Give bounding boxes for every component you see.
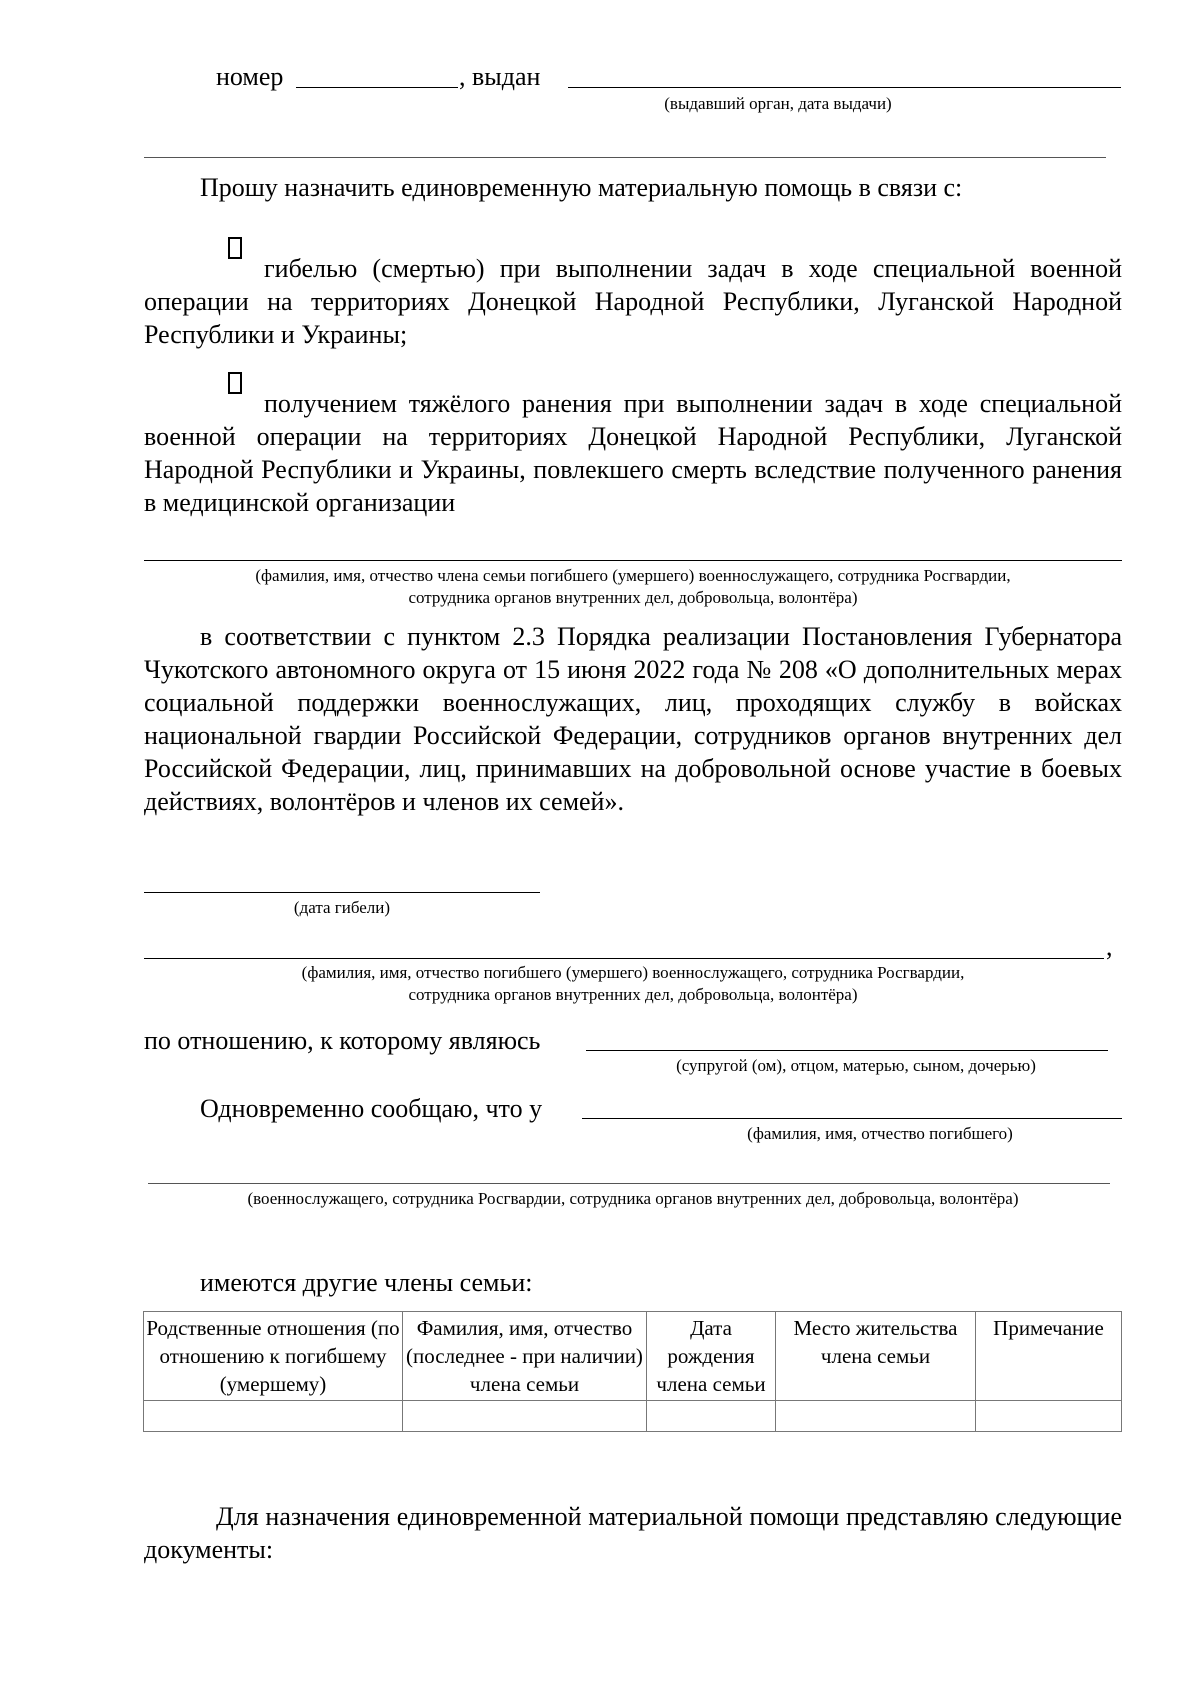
notice-caption: (фамилия, имя, отчество погибшего): [747, 1124, 1013, 1143]
legal-basis-paragraph: в соответствии с пунктом 2.3 Порядка реализации Постановления Губернатора Чукотского автономного округа от 15 июня 2022 года № 208 «О дополнительных мерах социальной поддержки военнослужащих, лиц, проходящих службу в войсках национальной гвардии Российской Федерации, сотрудников органов внутренних дел Российской Федерации, лиц, принимавших на добровольной основе участие в боевых действиях, волонтёров и членов их семей».: [144, 622, 1122, 816]
member-caption-line1: (фамилия, имя, отчество члена семьи погибшего (умершего) военнослужащего, сотрудника Росгвардии,: [255, 566, 1011, 585]
notice-name-field[interactable]: [582, 1118, 1122, 1119]
family-members-table: [143, 1311, 1122, 1432]
cell-relation[interactable]: [144, 1401, 403, 1432]
death-date-caption: (дата гибели): [293, 898, 391, 917]
deceased-comma: ,: [1106, 932, 1113, 961]
issued-label: , выдан: [459, 62, 541, 91]
table-row: [144, 1401, 1122, 1432]
member-caption-line2: сотрудника органов внутренних дел, добровольца, волонтёра): [408, 588, 858, 607]
option-death-text: гибелью (смертью) при выполнении задач в ходе специальной военной операции на территориях Донецкой Народной Республики, Луганской Народной Республики и Украины;: [144, 254, 1122, 349]
header-full-name: Фамилия, имя, отчество (последнее - при наличии) члена семьи: [403, 1312, 647, 1401]
relation-label: по отношению, к которому являюсь: [144, 1026, 541, 1055]
notice-caption2: (военнослужащего, сотрудника Росгвардии, сотрудника органов внутренних дел, добровольца, волонтёра): [247, 1189, 1019, 1208]
header-relation: Родственные отношения (по отношению к погибшему (умершему): [144, 1312, 403, 1401]
notice-category-field[interactable]: [148, 1183, 1110, 1184]
member-name-field[interactable]: [144, 560, 1122, 561]
relation-field[interactable]: [586, 1050, 1108, 1051]
option-wound-text: получением тяжёлого ранения при выполнении задач в ходе специальной военной операции на территориях Донецкой Народной Республики, Луганской Народной Республики и Украины, повлекшего смерть вследствие полученного ранения в медицинской организации: [144, 389, 1122, 517]
issued-caption: (выдавший орган, дата выдачи): [664, 94, 892, 113]
deceased-caption-line2: сотрудника органов внутренних дел, добровольца, волонтёра): [408, 985, 858, 1004]
cell-note[interactable]: [976, 1401, 1122, 1432]
cell-birth-date[interactable]: [647, 1401, 776, 1432]
cell-full-name[interactable]: [403, 1401, 647, 1432]
header-birth-date: Дата рождения члена семьи: [647, 1312, 776, 1401]
documents-intro: Для назначения единовременной материальной помощи представляю следующие документы:: [144, 1502, 1122, 1564]
deceased-name-field[interactable]: [144, 958, 1104, 959]
table-header-row: [144, 1312, 1122, 1401]
request-intro: Прошу назначить единовременную материальную помощь в связи с:: [200, 173, 963, 202]
issued-continuation-field[interactable]: [144, 157, 1106, 158]
header-residence: Место жительства члена семьи: [776, 1312, 976, 1401]
family-intro: имеются другие члены семьи:: [200, 1268, 533, 1297]
deceased-caption-line1: (фамилия, имя, отчество погибшего (умершего) военнослужащего, сотрудника Росгвардии,: [301, 963, 965, 982]
death-date-field[interactable]: [144, 892, 540, 893]
header-note: Примечание: [976, 1312, 1122, 1401]
issued-by-field[interactable]: [568, 87, 1121, 88]
cell-residence[interactable]: [776, 1401, 976, 1432]
notice-label: Одновременно сообщаю, что у: [200, 1094, 543, 1123]
relation-caption: (супругой (ом), отцом, матерью, сыном, дочерью): [676, 1056, 1036, 1075]
number-field[interactable]: [296, 87, 458, 88]
number-label: номер: [216, 62, 284, 91]
